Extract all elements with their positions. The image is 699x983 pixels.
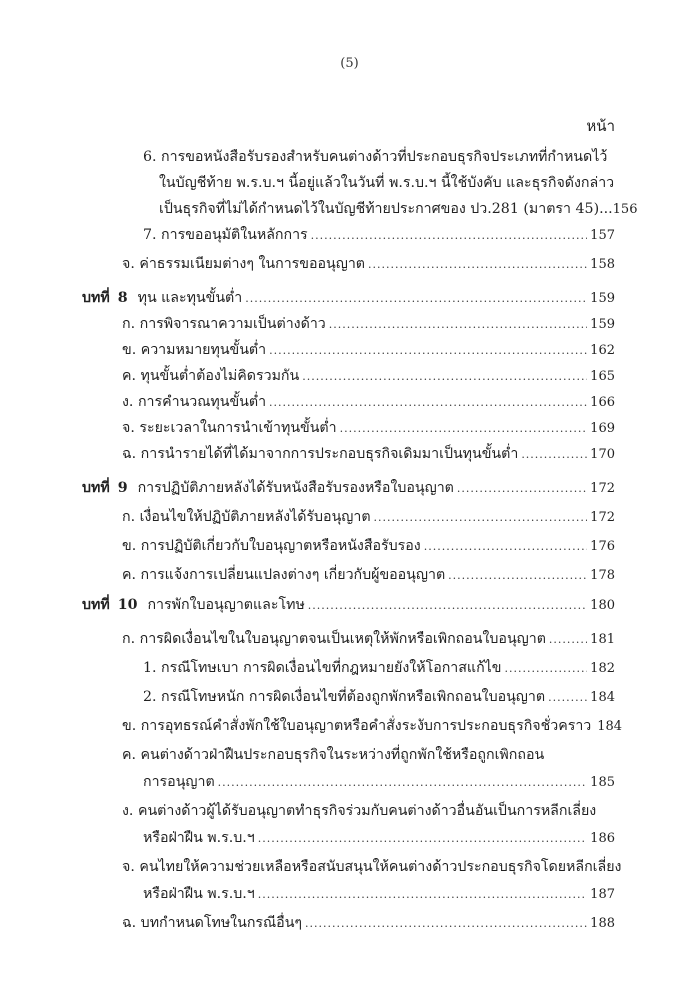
toc-entry-7[interactable]: 7. การขออนุมัติในหลักการ ..... 157 xyxy=(143,224,615,246)
dot-leader xyxy=(549,629,587,651)
page-ref: 184 xyxy=(597,719,623,734)
dot-leader xyxy=(305,913,587,935)
dot-leader xyxy=(269,340,587,362)
dot-leader xyxy=(340,418,588,440)
dot-leader xyxy=(245,288,587,310)
page-ref: 178 xyxy=(590,568,615,583)
toc-entry[interactable]: ง. การคำนวณทุนขั้นต่ำ ..... 166 xyxy=(122,391,615,413)
page-ref: 166 xyxy=(590,395,615,410)
page-ref: 158 xyxy=(590,257,615,272)
page-ref: 162 xyxy=(590,343,615,358)
chapter-label: บทที่ xyxy=(82,597,110,613)
toc-entry-fees[interactable]: จ. ค่าธรรมเนียมต่างๆ ในการขออนุญาต ..... 158 xyxy=(122,253,615,275)
page-ref: 181 xyxy=(590,632,615,647)
page-ref: 187 xyxy=(590,887,615,902)
dot-leader xyxy=(505,658,588,680)
dot-leader xyxy=(258,884,587,906)
dot-leader xyxy=(457,478,587,500)
page-ref: 172 xyxy=(590,510,615,525)
page-ref: 185 xyxy=(590,775,615,790)
dot-leader xyxy=(258,828,587,850)
page-ref: 157 xyxy=(590,228,615,243)
toc-entry[interactable]: ค. การแจ้งการเปลี่ยนแปลงต่างๆ เกี่ยวกับผู้ขออนุญาต ..... 178 xyxy=(122,564,615,586)
dot-leader xyxy=(374,507,588,529)
page-ref: 182 xyxy=(590,661,615,676)
dot-leader xyxy=(302,366,587,388)
dot-leader xyxy=(368,254,587,276)
toc-chapter-10[interactable]: บทที่ 10 การพักใบอนุญาตและโทษ ..... 180 xyxy=(82,594,615,616)
dot-leader xyxy=(218,772,588,794)
page-ref: 186 xyxy=(590,831,615,846)
chapter-number: 9 xyxy=(117,480,128,496)
page-ref: 159 xyxy=(590,317,615,332)
toc-entry[interactable]: ก. การผิดเงื่อนไขในใบอนุญาตจนเป็นเหตุให้พักหรือเพิกถอนใบอนุญาต ..... 181 xyxy=(122,628,615,650)
page-ref: 176 xyxy=(590,539,615,554)
toc-entry-6-line-3[interactable]: เป็นธุรกิจที่ไม่ได้กำหนดไว้ในบัญชีท้ายประกาศของ ปว.281 (มาตรา 45)... 156 xyxy=(159,198,615,220)
toc-entry-6-line-1: 6. การขอหนังสือรับรองสำหรับคนต่างด้าวที่ประกอบธุรกิจประเภทที่กำหนดไว้ xyxy=(143,149,608,165)
toc-entry[interactable]: จ. ระยะเวลาในการนำเข้าทุนขั้นต่ำ ..... 169 xyxy=(122,417,615,439)
dot-leader xyxy=(308,595,587,617)
toc-subentry[interactable]: 1. กรณีโทษเบา การผิดเงื่อนไขที่กฎหมายยังให้โอกาสแก้ไข ..... 182 xyxy=(143,657,615,679)
toc-entry[interactable]: ฉ. บทกำหนดโทษในกรณีอื่นๆ ..... 188 xyxy=(122,912,615,934)
chapter-label: บทที่ xyxy=(82,480,110,496)
dot-leader xyxy=(269,392,587,414)
toc-entry[interactable]: ฉ. การนำรายได้ที่ได้มาจากการประกอบธุรกิจเดิมมาเป็นทุนขั้นต่ำ ..... 170 xyxy=(122,443,615,465)
page-ref: 165 xyxy=(590,369,615,384)
page-ref: 159 xyxy=(590,291,615,306)
page-ref: 188 xyxy=(590,916,615,931)
page-ref: 180 xyxy=(590,598,615,613)
chapter-label: บทที่ xyxy=(82,290,110,306)
dot-leader xyxy=(521,444,587,466)
dot-leader xyxy=(548,687,587,709)
dot-leader xyxy=(311,225,588,247)
toc-chapter-8[interactable]: บทที่ 8 ทุน และทุนขั้นต่ำ ..... 159 xyxy=(82,287,615,309)
page-ref: 170 xyxy=(590,447,615,462)
toc-subentry[interactable]: 2. กรณีโทษหนัก การผิดเงื่อนไขที่ต้องถูกพักหรือเพิกถอนใบอนุญาต ..... 184 xyxy=(143,686,615,708)
toc-entry-line-1: ง. คนต่างด้าวผู้ได้รับอนุญาตทำธุรกิจร่วมกับคนต่างด้าวอื่นอันเป็นการหลีกเลี่ยง xyxy=(122,803,597,819)
toc-entry-line-2[interactable]: หรือฝ่าฝืน พ.ร.บ.ฯ ..... 186 xyxy=(143,827,615,849)
toc-entry-6-line-2: ในบัญชีท้าย พ.ร.บ.ฯ นี้อยู่แล้วในวันที่ พ.ร.บ.ฯ นี้ใช้บังคับ และธุรกิจดังกล่าว xyxy=(159,175,615,191)
toc-entry[interactable]: ข. การปฏิบัติเกี่ยวกับใบอนุญาตหรือหนังสือรับรอง ..... 176 xyxy=(122,535,615,557)
toc-entry[interactable]: ข. ความหมายทุนขั้นต่ำ ..... 162 xyxy=(122,339,615,361)
toc-entry-line-1: จ. คนไทยให้ความช่วยเหลือหรือสนับสนุนให้คนต่างด้าวประกอบธุรกิจโดยหลีกเลี่ยง xyxy=(122,859,622,875)
toc-entry-line-2[interactable]: การอนุญาต ..... 185 xyxy=(143,771,615,793)
dot-leader xyxy=(448,565,587,587)
dot-leader xyxy=(329,314,587,336)
page-ref: 169 xyxy=(590,421,615,436)
page-ref: 172 xyxy=(590,481,615,496)
dot-leader xyxy=(424,536,587,558)
toc-entry[interactable]: ก. เงื่อนไขให้ปฏิบัติภายหลังได้รับอนุญาต ..... 172 xyxy=(122,506,615,528)
page-ref: 184 xyxy=(590,690,615,705)
toc-entry-line-1: ค. คนต่างด้าวฝ่าฝืนประกอบธุรกิจในระหว่างที่ถูกพักใช้หรือถูกเพิกถอน xyxy=(122,747,545,763)
toc-entry[interactable]: ก. การพิจารณาความเป็นต่างด้าว ..... 159 xyxy=(122,313,615,335)
chapter-number: 8 xyxy=(117,290,128,306)
chapter-number: 10 xyxy=(117,597,138,613)
page-ref: 156 xyxy=(612,202,638,217)
page-column-header: หน้า xyxy=(586,117,615,135)
toc-entry-line-2[interactable]: หรือฝ่าฝืน พ.ร.บ.ฯ ..... 187 xyxy=(143,883,615,905)
toc-entry[interactable]: ข. การอุทธรณ์คำสั่งพักใช้ใบอนุญาตหรือคำสั่งระงับการประกอบธุรกิจชั่วคราว 184 xyxy=(122,715,615,737)
toc-chapter-9[interactable]: บทที่ 9 การปฏิบัติภายหลังได้รับหนังสือรับรองหรือใบอนุญาต ..... 172 xyxy=(82,477,615,499)
toc-entry[interactable]: ค. ทุนขั้นต่ำต้องไม่คิดรวมกัน ..... 165 xyxy=(122,365,615,387)
page-number: (5) xyxy=(340,56,359,71)
